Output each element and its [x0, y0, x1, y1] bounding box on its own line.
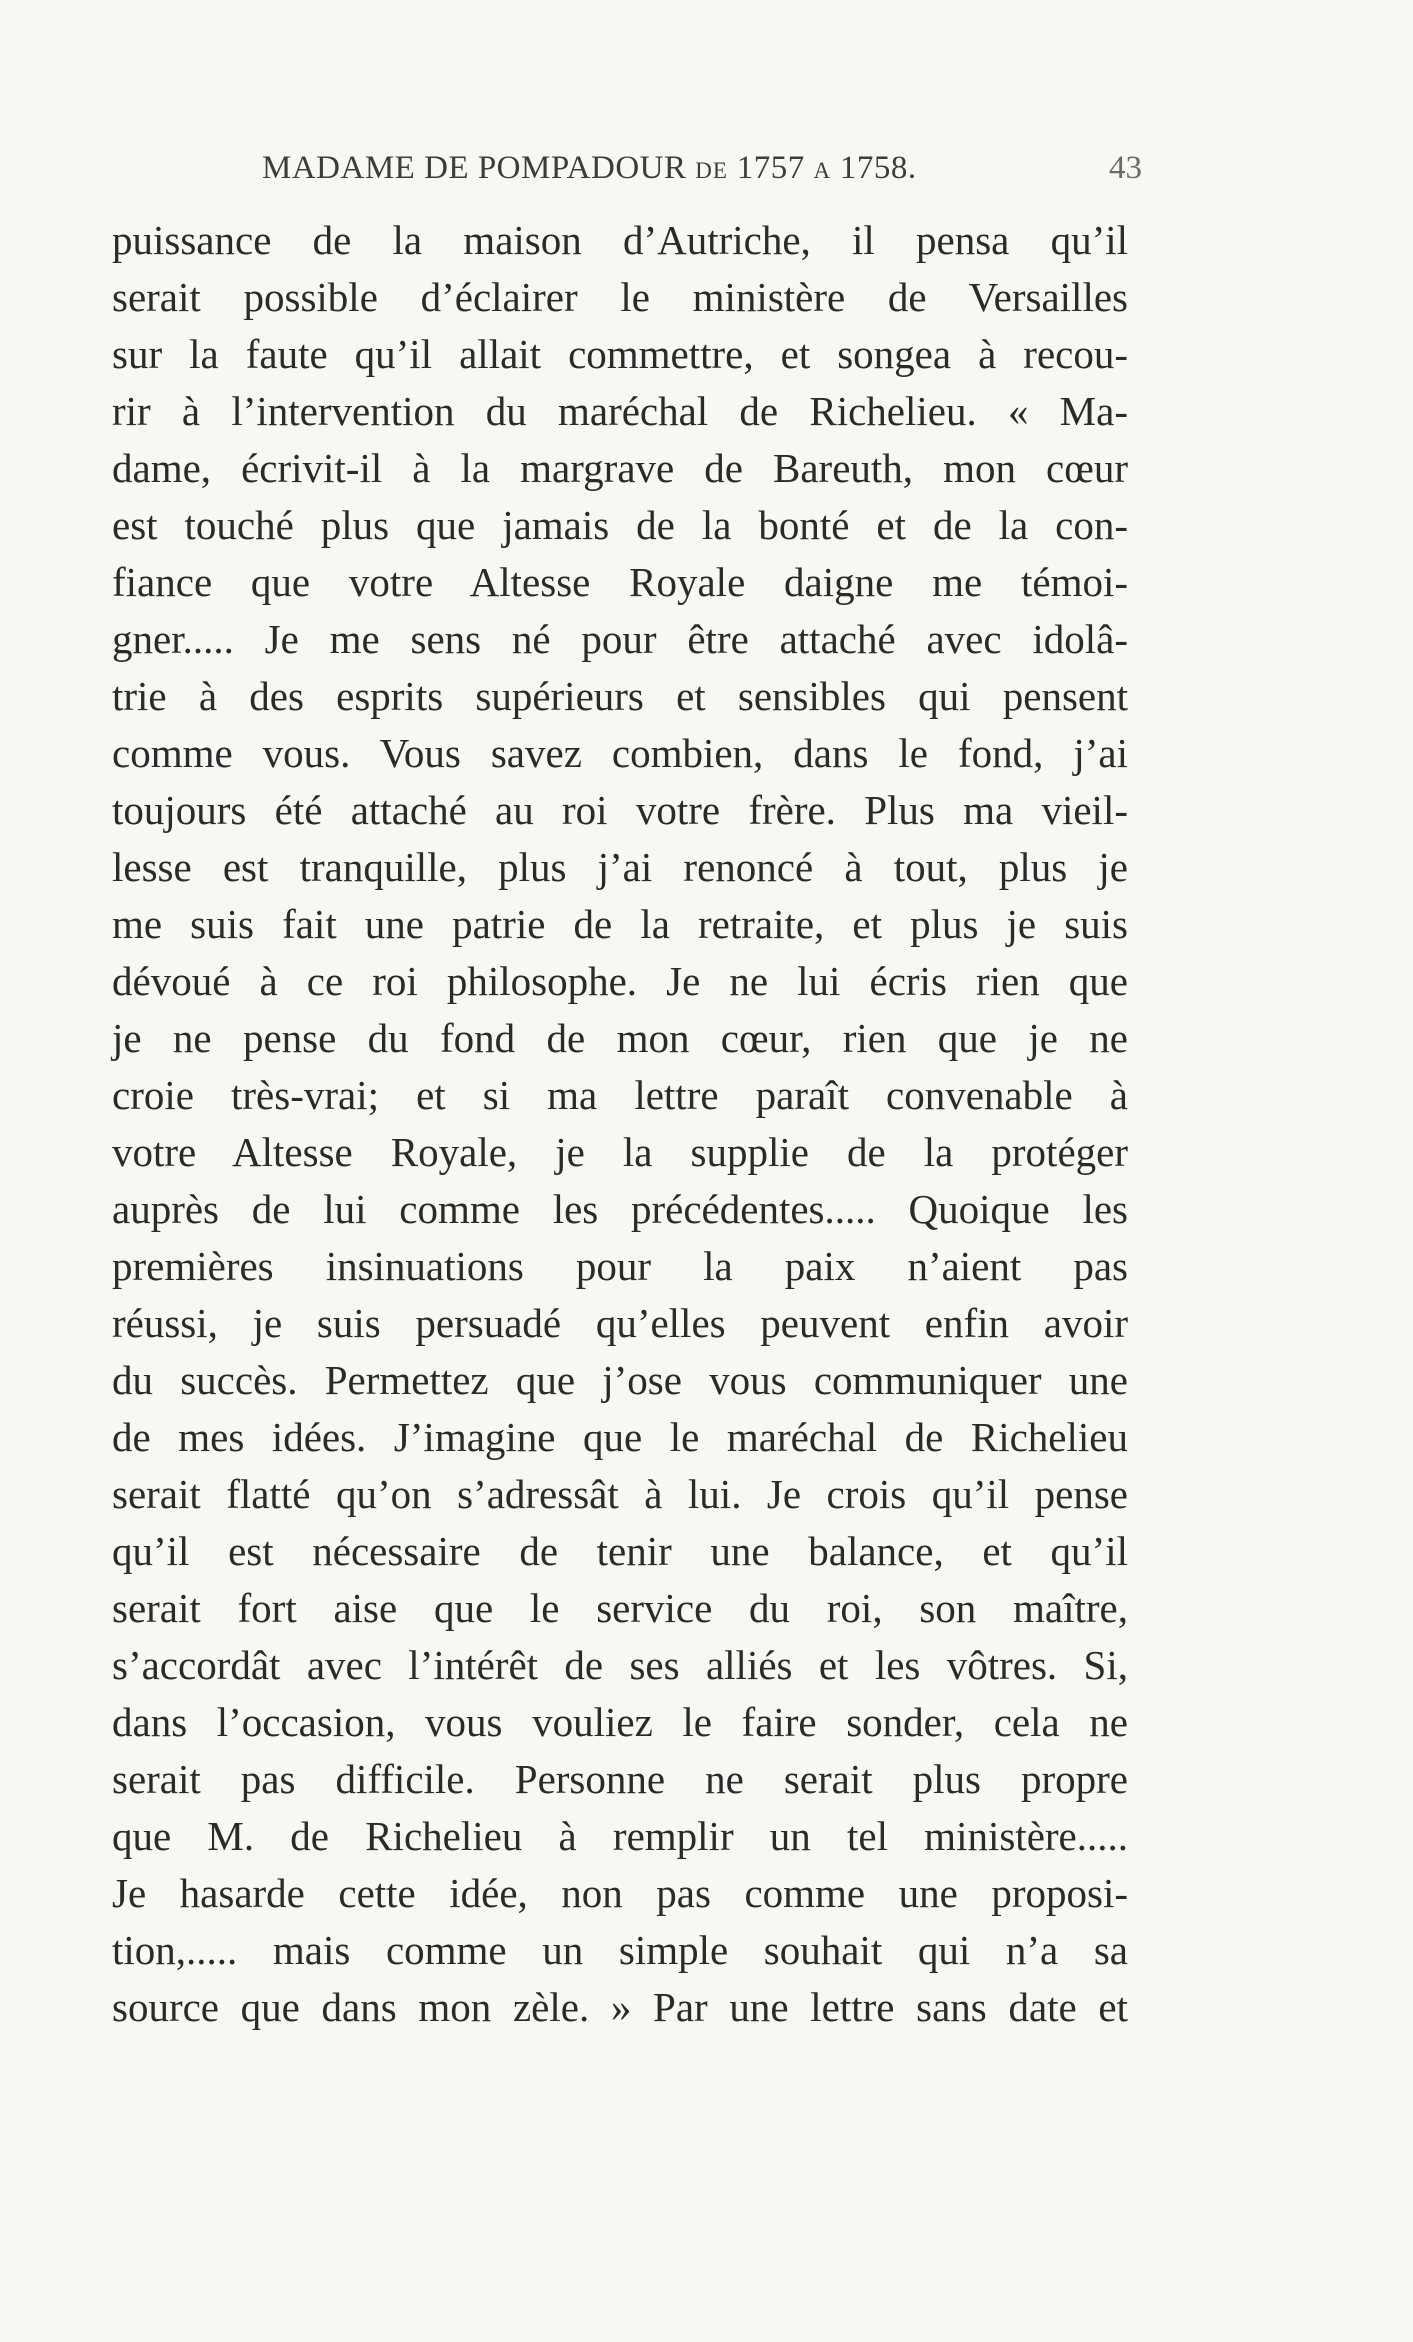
text-line: Je hasarde cette idée, non pas comme une proposi-: [112, 1870, 1128, 1916]
text-line: fiance que votre Altesse Royale daigne me témoi-: [112, 559, 1128, 605]
page-number: 43: [1109, 150, 1142, 186]
running-title-year-end: 1758.: [839, 150, 917, 186]
running-title-main: MADAME DE POMPADOUR: [262, 150, 687, 186]
text-line: trie à des esprits supérieurs et sensibles qui pensent: [112, 673, 1128, 719]
running-title-de: DE: [695, 158, 728, 183]
text-line: dame, écrivit-il à la margrave de Bareuth, mon cœur: [112, 445, 1128, 491]
text-line: est touché plus que jamais de la bonté et de la con-: [112, 502, 1128, 548]
text-line: de mes idées. J’imagine que le maréchal de Richelieu: [112, 1414, 1128, 1460]
running-title: [262, 150, 917, 187]
text-line: serait possible d’éclairer le ministère de Versailles: [112, 274, 1128, 320]
text-line: comme vous. Vous savez combien, dans le fond, j’ai: [112, 730, 1128, 776]
text-line: dévoué à ce roi philosophe. Je ne lui écris rien que: [112, 958, 1128, 1004]
text-line: me suis fait une patrie de la retraite, et plus je suis: [112, 901, 1128, 947]
text-line: qu’il est nécessaire de tenir une balance, et qu’il: [112, 1528, 1128, 1574]
text-line: auprès de lui comme les précédentes..... Quoique les: [112, 1186, 1128, 1232]
text-line: sur la faute qu’il allait commettre, et songea à recou-: [112, 331, 1128, 377]
text-line: lesse est tranquille, plus j’ai renoncé à tout, plus je: [112, 844, 1128, 890]
text-line: je ne pense du fond de mon cœur, rien que je ne: [112, 1015, 1128, 1061]
text-line: dans l’occasion, vous vouliez le faire sonder, cela ne: [112, 1699, 1128, 1745]
running-title-year-start: 1757: [736, 150, 805, 186]
text-line: rir à l’intervention du maréchal de Richelieu. « Ma-: [112, 388, 1128, 434]
text-line: serait pas difficile. Personne ne serait plus propre: [112, 1756, 1128, 1802]
text-line: puissance de la maison d’Autriche, il pensa qu’il: [112, 217, 1128, 263]
text-line: réussi, je suis persuadé qu’elles peuvent enfin avoir: [112, 1300, 1128, 1346]
text-line: premières insinuations pour la paix n’aient pas: [112, 1243, 1128, 1289]
text-line: votre Altesse Royale, je la supplie de la protéger: [112, 1129, 1128, 1175]
text-line: tion,..... mais comme un simple souhait qui n’a sa: [112, 1927, 1128, 1973]
text-line: serait fort aise que le service du roi, son maître,: [112, 1585, 1128, 1631]
text-line: croie très-vrai; et si ma lettre paraît convenable à: [112, 1072, 1128, 1118]
text-line: serait flatté qu’on s’adressât à lui. Je crois qu’il pense: [112, 1471, 1128, 1517]
running-title-a: A: [813, 158, 832, 183]
text-line: toujours été attaché au roi votre frère. Plus ma vieil-: [112, 787, 1128, 833]
text-line: gner..... Je me sens né pour être attaché avec idolâ-: [112, 616, 1128, 662]
text-line: que M. de Richelieu à remplir un tel ministère.....: [112, 1813, 1128, 1859]
running-head: [262, 150, 1142, 200]
text-line: du succès. Permettez que j’ose vous communiquer une: [112, 1357, 1128, 1403]
body-text: [112, 212, 1128, 2036]
text-line: s’accordât avec l’intérêt de ses alliés et les vôtres. Si,: [112, 1642, 1128, 1688]
text-line: source que dans mon zèle. » Par une lettre sans date et: [112, 1984, 1128, 2030]
